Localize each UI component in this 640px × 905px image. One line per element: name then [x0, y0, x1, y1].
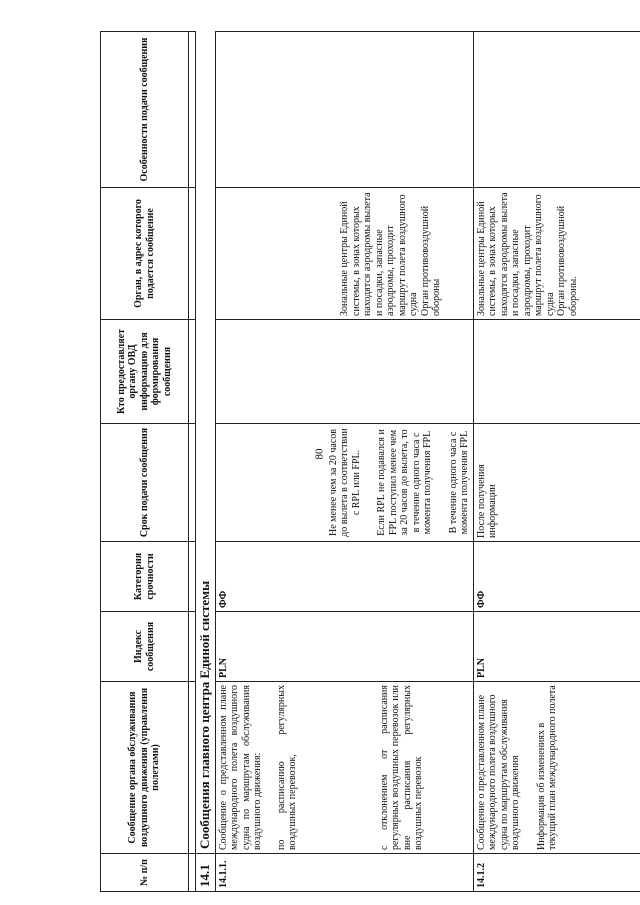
section-title: Сообщения главного центра Единой системы: [196, 32, 216, 854]
row-features: [473, 32, 640, 188]
header-message: Сообщение органа обслуживания воздушного движения (управления полетами): [101, 682, 189, 854]
message-variant-b: с отклонением от расписания регулярных воздушных перевозок или вне расписания регулярных воздушных перевозок: [378, 685, 425, 850]
row-provider: [473, 320, 640, 424]
deadline-a: Не менее чем за 20 часов до вылета в соответствии с RPL или FPL.: [327, 428, 362, 537]
header-category: Категория срочности: [101, 542, 189, 612]
table-row: [215, 32, 473, 892]
recipient-text: Зональные центры Единой системы, в зонах которых находятся аэродромы вылета и посадки, запасные аэродромы, проходит маршрут полета воздушного судна Орган противовоздушной обороны: [339, 192, 443, 316]
section-num: 14.1: [196, 854, 216, 892]
table-row: [473, 32, 640, 892]
row-message: [473, 682, 640, 854]
row-num: 14.1.1.: [215, 854, 473, 892]
deadline-a: После получения информации: [475, 464, 499, 538]
message-variant-b: Информация об изменениях в текущий план международного полета: [535, 685, 559, 850]
row-category: ФФ: [215, 542, 473, 612]
row-index: PLN: [473, 612, 640, 682]
page-number: 80: [313, 448, 326, 460]
row-deadline: [473, 424, 640, 542]
message-variant-a: по расписанию регулярных воздушных перевозок,: [275, 685, 299, 850]
row-recipient: Зональные центры Единой системы, в зонах которых находятся аэродромы вылета и посадки, запасные аэродромы, проходит маршрут полета воздушного судна Орган противовоздушной обороны.: [473, 188, 640, 320]
row-index: PLN: [215, 612, 473, 682]
header-row: [101, 32, 189, 892]
header-deadline: Срок подачи сообщения: [101, 424, 189, 542]
header-features: Особенности подачи сообщения: [101, 32, 189, 188]
row-message: [215, 682, 473, 854]
header-recipient: Орган, в адрес которого подается сообщение: [101, 188, 189, 320]
row-deadline: [215, 424, 473, 542]
header-provider: Кто предоставляет органу ОВД информацию для формирования сообщения: [101, 320, 189, 424]
message-intro: Сообщение о представленном плане международного полета воздушного судна по маршрутам обслуживания воздушного движения:: [217, 685, 264, 850]
deadline-b: Если RPL не подавался и FPL поступил менее чем за 20 часов до вылета, то в течение одного часа с момента получения FPL: [376, 429, 434, 536]
row-features: [215, 32, 473, 188]
spacer-row: [189, 32, 196, 892]
row-num: 14.1.2: [473, 854, 640, 892]
row-recipient: [215, 188, 473, 320]
deadline-c: В течение одного часа с момента получения FPL: [447, 430, 471, 535]
header-num: № п/п: [101, 854, 189, 892]
section-row: [196, 32, 216, 892]
header-index: Индекс сообщения: [101, 612, 189, 682]
message-variant-a: Сообщение о представленном плане международного полета воздушного судна по маршрутам обслуживания воздушного движения: [475, 694, 522, 850]
messages-table: [100, 31, 640, 892]
row-category: ФФ: [473, 542, 640, 612]
rotated-table-wrapper: [100, 32, 640, 892]
row-provider: [215, 320, 473, 424]
